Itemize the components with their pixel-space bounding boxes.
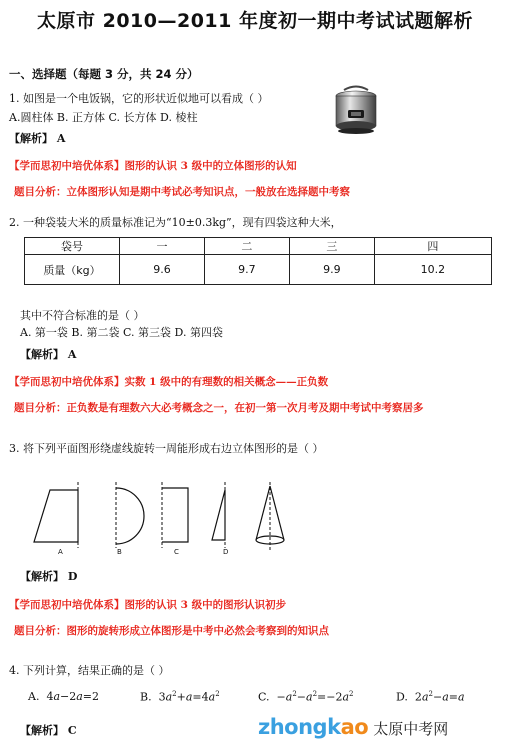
q4-stem: 4. 下列计算，结果正确的是（ ）	[9, 664, 170, 677]
shape-b-semicircle	[116, 488, 144, 544]
logo-brand-a: zhongk	[258, 715, 341, 739]
q2-system: 【学而思初中培优体系】实数 1 级中的有理数的相关概念——正负数	[9, 376, 329, 388]
q3-system: 【学而思初中培优体系】图形的认识 3 级中的图形认识初步	[9, 599, 287, 611]
q1-stem: 1. 如图是一个电饭锅，它的形状近似地可以看成（ ）	[9, 92, 269, 105]
q2-options: A. 第一袋 B. 第二袋 C. 第三袋 D. 第四袋	[20, 326, 223, 339]
shape-label-b: B	[117, 548, 122, 556]
q2-question: 其中不符合标准的是（ ）	[20, 309, 145, 322]
shape-label-d: D	[223, 548, 229, 556]
table-header-cell: 四	[374, 238, 491, 255]
q4-option-label: C.	[258, 690, 270, 704]
q2-analysis: 题目分析：正负数是有理数六大必考概念之一，在初一第一次月考及期中考试中考察居多	[14, 402, 424, 414]
table-header-cell: 三	[289, 238, 374, 255]
q4-option-label: B.	[140, 690, 152, 704]
site-logo	[258, 715, 448, 739]
table-header-cell: 一	[120, 238, 205, 255]
logo-brand-b: ao	[340, 715, 369, 739]
q4-option-d: D. $2a^2-a=a$	[396, 690, 465, 704]
q3-analysis: 题目分析：图形的旋转形成立体图形是中考中必然会考察到的知识点	[14, 625, 329, 637]
table-row	[25, 238, 492, 255]
table-cell: 9.6	[120, 255, 205, 285]
q3-figures	[28, 478, 308, 560]
table-row-label: 质量（kg）	[25, 255, 120, 285]
q3-stem: 3. 将下列平面图形绕虚线旋转一周能形成右边立体图形的是（ ）	[9, 442, 324, 455]
table-cell: 9.9	[289, 255, 374, 285]
q2-answer: 【解析】 A	[20, 348, 77, 361]
q1-analysis: 题目分析：立体图形认知是期中考试必考知识点，一般放在选择题中考察	[14, 186, 350, 198]
rice-cooker-image	[330, 84, 382, 136]
q2-stem: 2. 一种袋装大米的质量标准记为“10±0.3kg”，现有四袋这种大米，	[9, 216, 342, 229]
shape-label-a: A	[58, 548, 63, 556]
table-header-cell: 袋号	[25, 238, 120, 255]
section-heading: 一、选择题（每题 3 分，共 24 分）	[9, 67, 199, 81]
logo-brand	[258, 715, 368, 739]
q1-options: A.圆柱体 B. 正方体 C. 长方体 D. 棱柱	[9, 111, 198, 124]
q4-option-a: A. 4a−2a=2	[28, 690, 100, 703]
q1-system: 【学而思初中培优体系】图形的认识 3 级中的立体图形的认知	[9, 160, 297, 172]
table-row	[25, 255, 492, 285]
table-cell: 9.7	[204, 255, 289, 285]
shape-c-rectangle	[162, 488, 188, 542]
shape-a-trapezoid	[34, 490, 78, 542]
shape-label-c: C	[174, 548, 179, 556]
q2-table	[24, 237, 492, 285]
page-title: 太原市 2010—2011 年度初一期中考试试题解析	[37, 10, 473, 32]
q4-option-label: D.	[396, 690, 408, 704]
logo-site-name: 太原中考网	[373, 720, 449, 738]
q4-answer: 【解析】 C	[20, 724, 77, 737]
table-header-cell: 二	[204, 238, 289, 255]
q3-answer: 【解析】 D	[20, 570, 78, 583]
q4-option-c: C. $-a^2-a^2=-2a^2$	[258, 690, 354, 704]
q1-answer: 【解析】 A	[9, 132, 66, 145]
q4-option-label: A.	[28, 690, 40, 703]
table-cell: 10.2	[374, 255, 491, 285]
q4-option-b: B. $3a^2+a=4a^2$	[140, 690, 220, 704]
shape-d-triangle	[212, 490, 225, 540]
